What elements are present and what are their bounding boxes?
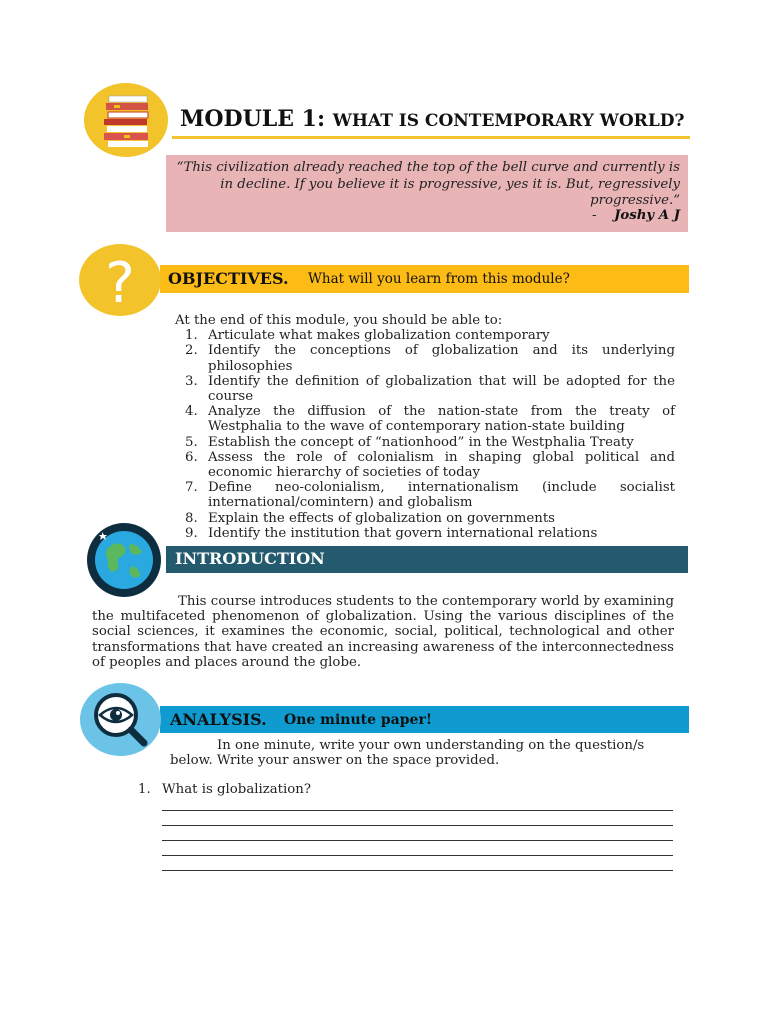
quote-box: [166, 155, 688, 232]
analysis-subheading: One minute paper!: [284, 712, 432, 728]
answer-line[interactable]: [162, 855, 673, 856]
answer-line[interactable]: [162, 870, 673, 871]
module-title: WHAT IS CONTEMPORARY WORLD?: [332, 111, 685, 131]
answer-line[interactable]: [162, 810, 673, 811]
books-icon: [84, 83, 168, 157]
objective-item: 2. Identify the conceptions of globalization and its underlying philosophies: [185, 343, 675, 374]
objective-item: 6. Assess the role of colonialism in shaping global political and economic hierarchy of societies of today: [185, 449, 675, 481]
introduction-heading: INTRODUCTION: [175, 549, 325, 568]
objective-item: 5. Establish the concept of “nationhood” in the Westphalia Treaty: [185, 434, 634, 450]
objectives-list: [175, 313, 675, 541]
question-number: 1.: [138, 782, 151, 797]
objective-item: 3. Identify the definition of globalization that will be adopted for the course: [185, 373, 675, 405]
objective-item: 9. Identify the institution that govern international relations: [185, 525, 598, 541]
svg-text:?: ?: [105, 251, 135, 316]
analysis-bar: [160, 706, 689, 733]
globe-icon: [82, 522, 166, 598]
page-title: [180, 106, 684, 132]
quote-text: “This civilization already reached the top of the bell curve and currently is in decline. If you believe it is progressive, yes it is. But, regressively progressive.”: [176, 160, 680, 208]
objectives-subheading: What will you learn from this module?: [308, 271, 570, 287]
quote-dash: -: [592, 208, 597, 223]
introduction-bar: [166, 546, 688, 573]
objective-item: 4. Analyze the diffusion of the nation-state from the treaty of Westphalia to the wave of contemporary nation-state building: [185, 404, 675, 435]
quote-author: Joshy A J: [614, 208, 680, 223]
analysis-heading: ANALYSIS.: [170, 710, 267, 729]
answer-line[interactable]: [162, 840, 673, 841]
objective-item: 1. Articulate what makes globalization contemporary: [185, 328, 550, 344]
objectives-intro: At the end of this module, you should be able to:: [175, 313, 503, 328]
analysis-instructions: In one minute, write your own understanding on the question/s below. Write your answer on the space provided.: [170, 738, 645, 769]
introduction-paragraph: This course introduces students to the contemporary world by examining the multifaceted phenomenon of globalization. Using the various disciplines of the social sciences, it examines the economic, social, political, technological and other transformations that have created an increasing awareness of the interconnectedness of peoples and places around the globe.: [92, 594, 674, 670]
objectives-heading: OBJECTIVES.: [168, 269, 289, 288]
objective-item: 8. Explain the effects of globalization on governments: [185, 510, 555, 526]
question-text: What is globalization?: [162, 782, 311, 797]
eye-magnifier-icon: [80, 683, 161, 756]
objective-item: 7. Define neo-colonialism, internationalism (include socialist international/comintern) and globalism: [185, 480, 675, 511]
module-label: MODULE 1:: [180, 106, 326, 132]
question-mark-icon: [79, 244, 161, 316]
title-underline: [172, 136, 690, 139]
answer-line[interactable]: [162, 825, 673, 826]
objectives-bar: [160, 265, 689, 293]
